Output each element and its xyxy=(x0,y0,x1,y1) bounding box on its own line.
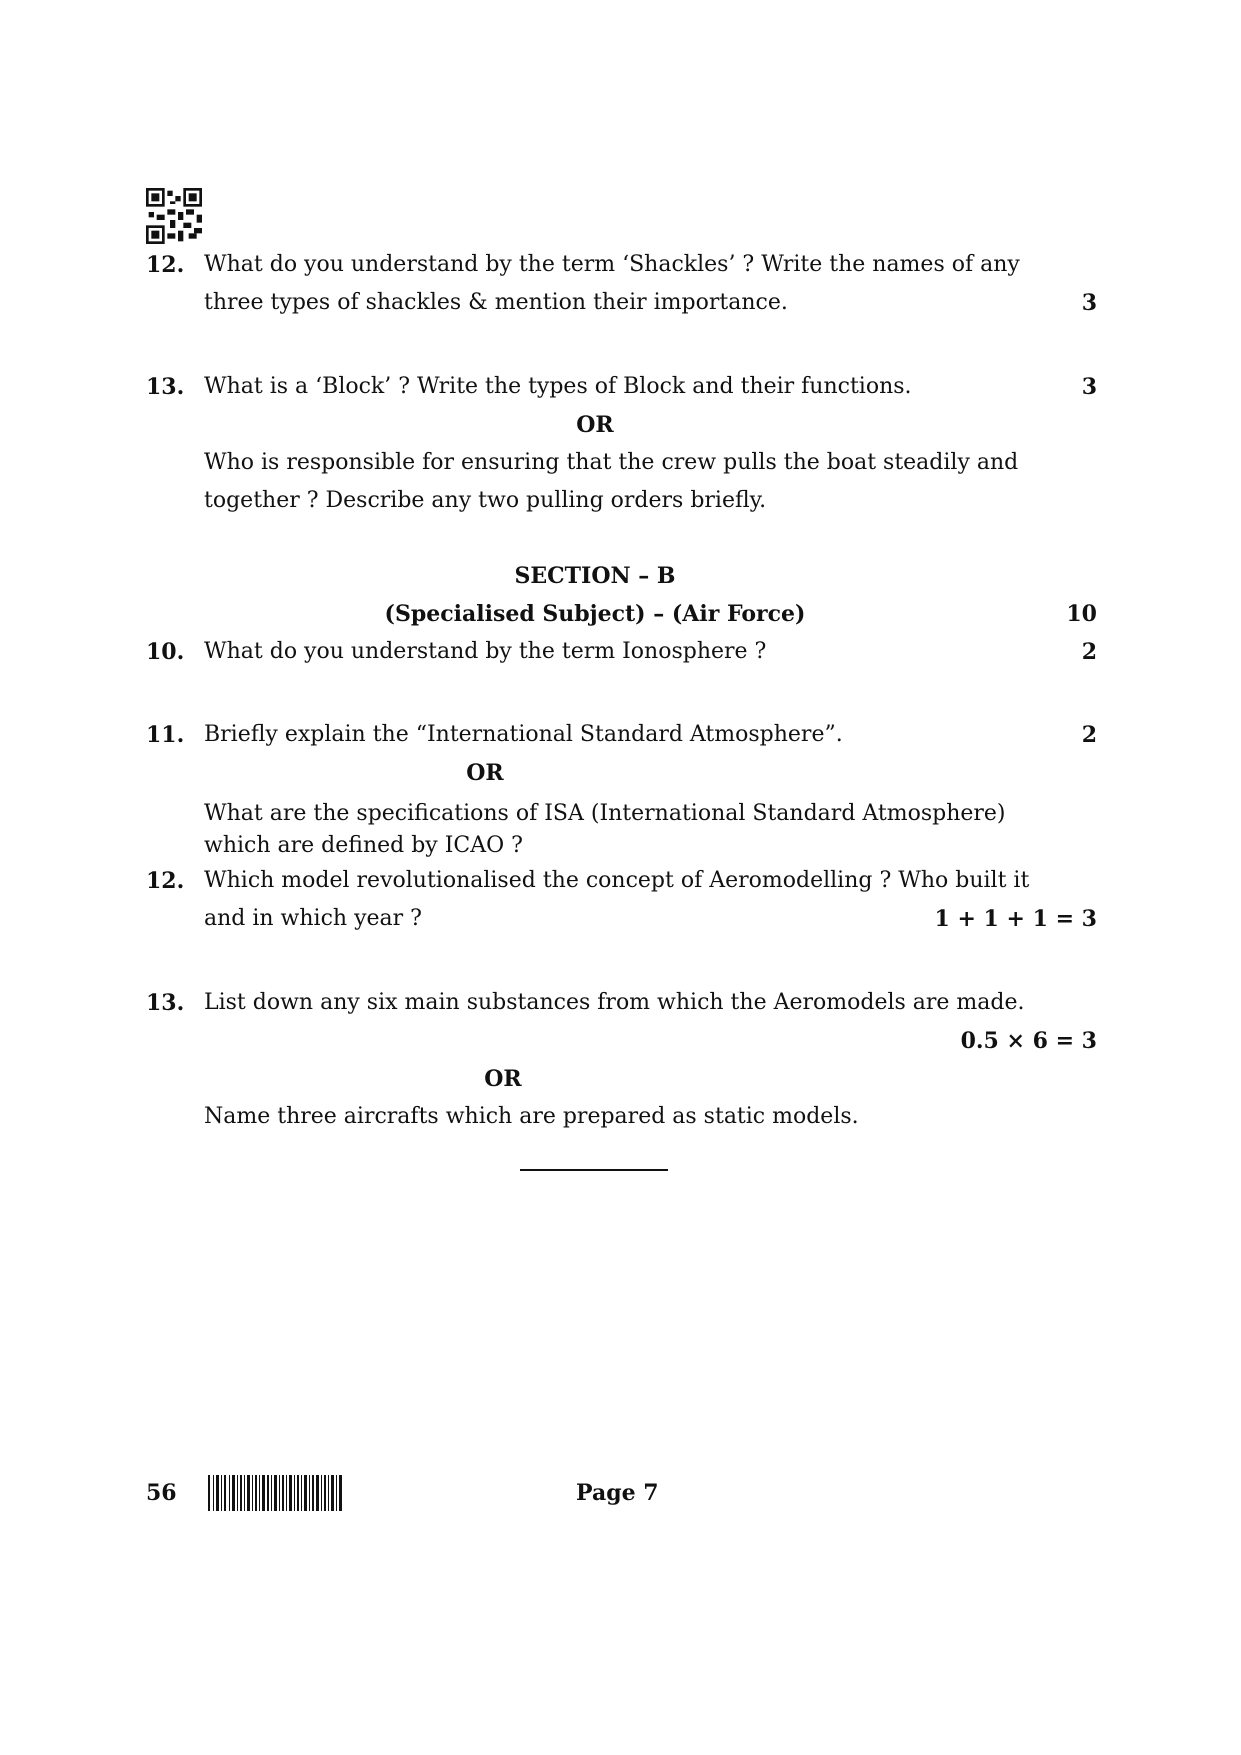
question-text-line: What do you understand by the term Ionosphere ? xyxy=(204,639,767,664)
question-text-line: List down any six main substances from which the Aeromodels are made. xyxy=(204,990,1025,1015)
question-marks: 2 xyxy=(1081,639,1097,665)
section-marks: 10 xyxy=(1066,601,1097,627)
question-marks: 2 xyxy=(1081,722,1097,748)
question-text-line: Who is responsible for ensuring that the crew pulls the boat steadily and xyxy=(204,450,1019,475)
question-marks: 0.5 × 6 = 3 xyxy=(960,1028,1097,1054)
end-rule xyxy=(520,1169,668,1171)
or-label: OR xyxy=(484,1066,522,1092)
question-number: 10. xyxy=(146,639,185,665)
question-number: 12. xyxy=(146,252,185,278)
question-text-line: What are the specifications of ISA (International Standard Atmosphere) xyxy=(204,801,1006,826)
paper-code: 56 xyxy=(146,1480,177,1506)
section-subtitle: (Specialised Subject) – (Air Force) xyxy=(384,601,806,627)
question-text-line: which are defined by ICAO ? xyxy=(204,833,523,858)
question-number: 11. xyxy=(146,722,185,748)
question-text-line: Which model revolutionalised the concept of Aeromodelling ? Who built it xyxy=(204,868,1030,893)
question-marks: 1 + 1 + 1 = 3 xyxy=(934,906,1097,932)
question-marks: 3 xyxy=(1081,290,1097,316)
section-title: SECTION – B xyxy=(514,563,676,589)
page-number: Page 7 xyxy=(576,1480,659,1506)
question-text-line: together ? Describe any two pulling orders briefly. xyxy=(204,488,767,513)
question-number: 12. xyxy=(146,868,185,894)
or-label: OR xyxy=(576,412,614,438)
question-text-line: Name three aircrafts which are prepared as static models. xyxy=(204,1104,859,1129)
question-text-line: and in which year ? xyxy=(204,906,422,931)
qr-code-icon xyxy=(146,188,202,244)
or-label: OR xyxy=(466,760,504,786)
question-number: 13. xyxy=(146,374,185,400)
question-number: 13. xyxy=(146,990,185,1016)
barcode-icon xyxy=(208,1475,342,1511)
question-marks: 3 xyxy=(1081,374,1097,400)
question-text-line: three types of shackles & mention their importance. xyxy=(204,290,788,315)
question-text-line: What is a ‘Block’ ? Write the types of Block and their functions. xyxy=(204,374,912,399)
question-text-line: What do you understand by the term ‘Shackles’ ? Write the names of any xyxy=(204,252,1020,277)
question-text-line: Briefly explain the “International Standard Atmosphere”. xyxy=(204,722,843,747)
